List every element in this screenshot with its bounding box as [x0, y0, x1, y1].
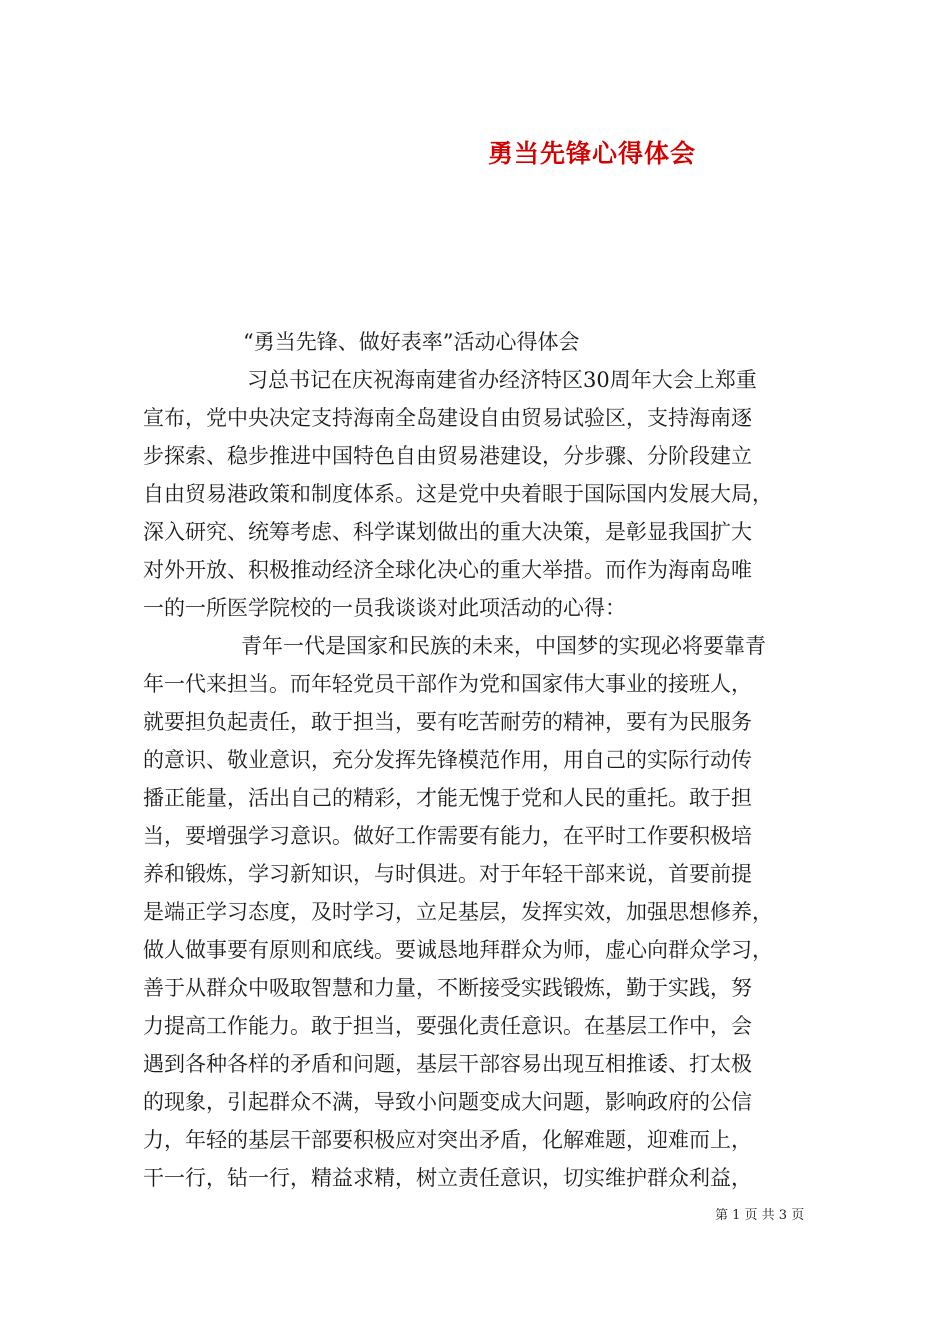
document-body	[143, 361, 823, 1197]
paragraph-2-line: 力，年轻的基层干部要积极应对突出矛盾，化解难题，迎难而上，	[143, 1128, 752, 1152]
paragraph-2-line: 的意识、敬业意识，充分发挥先锋模范作用，用自己的实际行动传	[143, 748, 752, 772]
paragraph-2-line: 年一代来担当。而年轻党员干部作为党和国家伟大事业的接班人，	[143, 672, 752, 696]
document-subtitle: “勇当先锋、做好表率”活动心得体会	[243, 330, 580, 354]
paragraph-1-line: 习总书记在庆祝海南建省办经济特区30周年大会上郑重	[247, 368, 757, 392]
paragraph-2-line: 播正能量，活出自己的精彩，才能无愧于党和人民的重托。敢于担	[143, 786, 752, 810]
paragraph-2-line: 的现象，引起群众不满，导致小问题变成大问题，影响政府的公信	[143, 1090, 752, 1114]
paragraph-1-line: 自由贸易港政策和制度体系。这是党中央着眼于国际国内发展大局，	[143, 482, 773, 506]
paragraph-1-line: 对外开放、积极推动经济全球化决心的重大举措。而作为海南岛唯	[143, 558, 752, 582]
paragraph-2-line: 力提高工作能力。敢于担当，要强化责任意识。在基层工作中，会	[143, 1014, 752, 1038]
paragraph-2-line: 是端正学习态度，及时学习，立足基层，发挥实效，加强思想修养，	[143, 900, 773, 924]
paragraph-2-line: 干一行，钻一行，精益求精，树立责任意识，切实维护群众利益，	[143, 1166, 752, 1190]
paragraph-2-line: 当，要增强学习意识。做好工作需要有能力，在平时工作要积极培	[143, 824, 752, 848]
paragraph-1-line: 步探索、稳步推进中国特色自由贸易港建设，分步骤、分阶段建立	[143, 444, 752, 468]
paragraph-2-line: 就要担负起责任，敢于担当，要有吃苦耐劳的精神，要有为民服务	[143, 710, 752, 734]
paragraph-2-line: 善于从群众中吸取智慧和力量，不断接受实践锻炼，勤于实践，努	[143, 976, 752, 1000]
paragraph-2-line: 做人做事要有原则和底线。要诚恳地拜群众为师，虚心向群众学习，	[143, 938, 773, 962]
paragraph-1-line: 深入研究、统筹考虑、科学谋划做出的重大决策，是彰显我国扩大	[143, 520, 752, 544]
paragraph-1-line: 一的一所医学院校的一员我谈谈对此项活动的心得：	[143, 596, 626, 620]
paragraph-2-line: 养和锻炼，学习新知识，与时俱进。对于年轻干部来说，首要前提	[143, 862, 752, 886]
paragraph-2-line: 遇到各种各样的矛盾和问题，基层干部容易出现互相推诿、打太极	[143, 1052, 752, 1076]
document-title: 勇当先锋心得体会	[488, 139, 697, 168]
paragraph-1-line: 宣布，党中央决定支持海南全岛建设自由贸易试验区，支持海南逐	[143, 406, 752, 430]
paragraph-2-line: 青年一代是国家和民族的未来，中国梦的实现必将要靠青	[241, 634, 766, 658]
page-number-footer: 第 1 页 共 3 页	[715, 1208, 805, 1223]
